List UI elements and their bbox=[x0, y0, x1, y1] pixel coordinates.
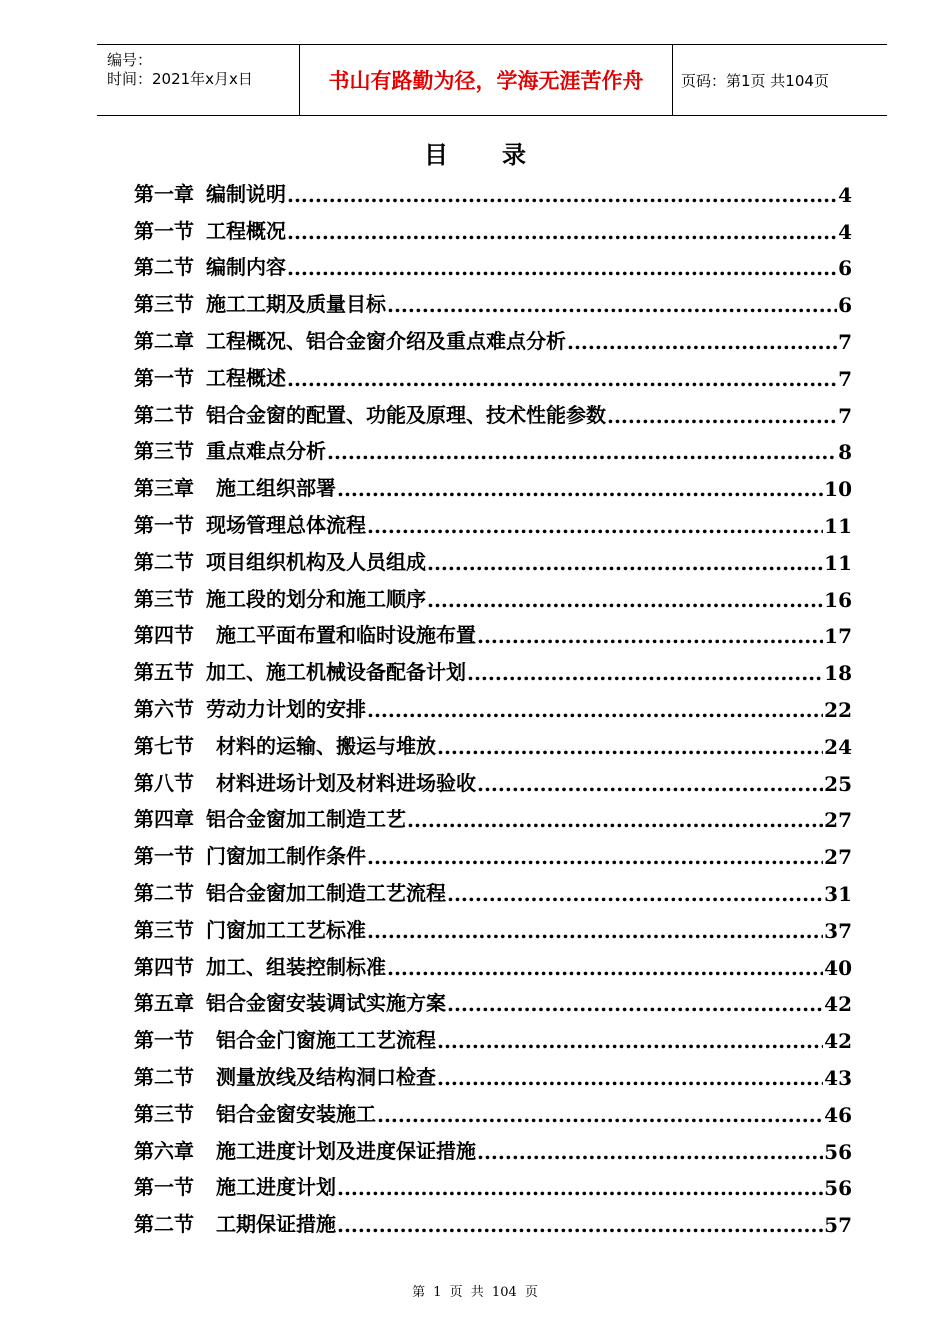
toc-entry-page: 24 bbox=[824, 734, 852, 759]
toc-entry-number: 第五章 bbox=[134, 991, 194, 1016]
toc-entry[interactable] bbox=[134, 207, 852, 244]
toc-entry[interactable] bbox=[134, 906, 852, 943]
toc-entry[interactable] bbox=[134, 170, 852, 207]
toc-leader-dots bbox=[287, 183, 837, 207]
toc-entry-number: 第四节 bbox=[134, 954, 194, 979]
toc-entry[interactable] bbox=[134, 428, 852, 465]
toc-leader-dots bbox=[337, 1176, 823, 1200]
toc-entry[interactable] bbox=[134, 759, 852, 796]
toc-entry[interactable] bbox=[134, 796, 852, 833]
toc-entry[interactable] bbox=[134, 464, 852, 501]
toc-entry-page: 16 bbox=[824, 587, 852, 612]
toc-entry-page: 7 bbox=[838, 366, 852, 391]
toc-leader-dots bbox=[287, 220, 837, 244]
toc-entry-title: 重点难点分析 bbox=[206, 439, 326, 464]
page-title: 目录 bbox=[424, 140, 580, 169]
toc-entry[interactable] bbox=[134, 1016, 852, 1053]
toc-entry[interactable] bbox=[134, 391, 852, 428]
toc-leader-dots bbox=[447, 992, 823, 1016]
toc-entry-title: 铝合金窗加工制造工艺流程 bbox=[206, 880, 446, 905]
toc-leader-dots bbox=[467, 661, 823, 685]
toc-leader-dots bbox=[387, 956, 823, 980]
toc-entry-number: 第二节 bbox=[134, 402, 194, 427]
toc-entry-page: 42 bbox=[824, 992, 852, 1017]
toc-leader-dots bbox=[407, 808, 823, 832]
toc-leader-dots bbox=[607, 404, 837, 428]
toc-entry-page: 6 bbox=[838, 293, 852, 318]
toc-entry-number: 第三节 bbox=[134, 1101, 194, 1126]
toc-entry-page: 42 bbox=[824, 1029, 852, 1054]
toc-entry-page: 56 bbox=[824, 1139, 852, 1164]
toc-entry-number: 第五节 bbox=[134, 660, 194, 685]
toc-entry-page: 43 bbox=[824, 1065, 852, 1090]
toc-leader-dots bbox=[477, 772, 823, 796]
toc-entry-number: 第一节 bbox=[134, 1028, 194, 1053]
toc-entry-page: 6 bbox=[838, 256, 852, 281]
toc-leader-dots bbox=[287, 256, 837, 280]
toc-entry-title: 工程概况、铝合金窗介绍及重点难点分析 bbox=[206, 328, 566, 353]
toc-entry-number: 第六章 bbox=[134, 1138, 194, 1163]
toc-entry-title: 项目组织机构及人员组成 bbox=[206, 549, 426, 574]
toc-entry-title: 工程概述 bbox=[206, 365, 286, 390]
toc-entry-number: 第一节 bbox=[134, 1175, 194, 1200]
toc-entry-number: 第二节 bbox=[134, 880, 194, 905]
toc-entry-number: 第三章 bbox=[134, 476, 194, 501]
toc-entry-number: 第一节 bbox=[134, 512, 194, 537]
toc-entry-title: 编制内容 bbox=[206, 255, 286, 280]
toc-leader-dots bbox=[477, 624, 823, 648]
toc-entry-number: 第八节 bbox=[134, 770, 194, 795]
toc-entry-title: 门窗加工工艺标准 bbox=[206, 917, 366, 942]
toc-entry-number: 第二节 bbox=[134, 1212, 194, 1237]
toc-entry-title: 施工组织部署 bbox=[216, 476, 336, 501]
page-header bbox=[97, 44, 887, 116]
toc-leader-dots bbox=[427, 551, 823, 575]
toc-entry[interactable] bbox=[134, 869, 852, 906]
toc-entry-number: 第二节 bbox=[134, 549, 194, 574]
toc-entry-title: 测量放线及结构洞口检查 bbox=[216, 1064, 436, 1089]
toc-entry-page: 57 bbox=[824, 1213, 852, 1238]
toc-entry-title: 工程概况 bbox=[206, 218, 286, 243]
toc-entry[interactable] bbox=[134, 722, 852, 759]
toc-entry[interactable] bbox=[134, 832, 852, 869]
toc-entry-number: 第二节 bbox=[134, 1064, 194, 1089]
toc-entry[interactable] bbox=[134, 685, 852, 722]
toc-entry-number: 第三节 bbox=[134, 586, 194, 611]
toc-leader-dots bbox=[447, 882, 823, 906]
toc-entry-page: 37 bbox=[824, 918, 852, 943]
toc-entry-title: 材料进场计划及材料进场验收 bbox=[216, 770, 476, 795]
toc-entry-title: 施工进度计划及进度保证措施 bbox=[216, 1138, 476, 1163]
toc-leader-dots bbox=[437, 1029, 823, 1053]
toc-entry-title: 劳动力计划的安排 bbox=[206, 696, 366, 721]
toc-entry-number: 第一节 bbox=[134, 218, 194, 243]
toc-entry[interactable] bbox=[134, 244, 852, 281]
table-of-contents bbox=[134, 170, 852, 1237]
toc-leader-dots bbox=[377, 1103, 823, 1127]
toc-entry-title: 铝合金窗安装调试实施方案 bbox=[206, 991, 446, 1016]
toc-entry-number: 第二节 bbox=[134, 255, 194, 280]
toc-entry-title: 加工、施工机械设备配备计划 bbox=[206, 660, 466, 685]
toc-leader-dots bbox=[567, 330, 837, 354]
toc-entry-title: 现场管理总体流程 bbox=[206, 512, 366, 537]
toc-entry-title: 编制说明 bbox=[206, 181, 286, 206]
time-label: 时间：2021年x月x日 bbox=[107, 70, 253, 88]
toc-entry-title: 施工工期及质量目标 bbox=[206, 292, 386, 317]
toc-entry-number: 第四章 bbox=[134, 807, 194, 832]
toc-entry-title: 加工、组装控制标准 bbox=[206, 954, 386, 979]
toc-entry-title: 铝合金窗加工制造工艺 bbox=[206, 807, 406, 832]
toc-entry-title: 施工平面布置和临时设施布置 bbox=[216, 623, 476, 648]
toc-entry-number: 第一节 bbox=[134, 365, 194, 390]
toc-leader-dots bbox=[477, 1140, 823, 1164]
toc-entry[interactable] bbox=[134, 1164, 852, 1201]
toc-entry[interactable] bbox=[134, 280, 852, 317]
toc-leader-dots bbox=[287, 367, 837, 391]
toc-entry-page: 8 bbox=[838, 440, 852, 465]
toc-entry[interactable] bbox=[134, 354, 852, 391]
toc-entry-title: 铝合金窗安装施工 bbox=[216, 1101, 376, 1126]
toc-entry-number: 第三节 bbox=[134, 439, 194, 464]
toc-leader-dots bbox=[387, 293, 837, 317]
toc-leader-dots bbox=[327, 440, 837, 464]
toc-entry[interactable] bbox=[134, 612, 852, 649]
toc-entry-page: 31 bbox=[824, 881, 852, 906]
toc-entry-number: 第四节 bbox=[134, 623, 194, 648]
toc-entry-page: 11 bbox=[824, 550, 852, 575]
toc-entry-page: 22 bbox=[824, 697, 852, 722]
toc-entry-page: 4 bbox=[838, 219, 852, 244]
page-footer: 第 1 页 共 104 页 bbox=[412, 1285, 538, 1300]
toc-entry-title: 铝合金窗的配置、功能及原理、技术性能参数 bbox=[206, 402, 606, 427]
toc-leader-dots bbox=[367, 698, 823, 722]
toc-entry-number: 第二章 bbox=[134, 328, 194, 353]
toc-entry-page: 18 bbox=[824, 661, 852, 686]
toc-entry-number: 第三节 bbox=[134, 292, 194, 317]
toc-leader-dots bbox=[337, 1213, 823, 1237]
toc-leader-dots bbox=[337, 477, 823, 501]
toc-entry-page: 27 bbox=[824, 808, 852, 833]
toc-leader-dots bbox=[367, 845, 823, 869]
toc-entry-title: 材料的运输、搬运与堆放 bbox=[216, 733, 436, 758]
toc-leader-dots bbox=[437, 735, 823, 759]
toc-entry[interactable] bbox=[134, 317, 852, 354]
code-label: 编号： bbox=[107, 51, 153, 69]
toc-entry-page: 7 bbox=[838, 329, 852, 354]
toc-entry[interactable] bbox=[134, 943, 852, 980]
header-page-info: 页码：第1页 共104页 bbox=[681, 71, 829, 90]
toc-entry-page: 10 bbox=[824, 477, 852, 502]
toc-entry-page: 11 bbox=[824, 513, 852, 538]
toc-entry-page: 17 bbox=[824, 624, 852, 649]
toc-entry-page: 4 bbox=[838, 182, 852, 207]
toc-entry-page: 40 bbox=[824, 955, 852, 980]
toc-entry[interactable] bbox=[134, 980, 852, 1017]
toc-entry[interactable] bbox=[134, 1127, 852, 1164]
toc-entry[interactable] bbox=[134, 1090, 852, 1127]
toc-entry-title: 铝合金门窗施工工艺流程 bbox=[216, 1028, 436, 1053]
toc-entry-title: 门窗加工制作条件 bbox=[206, 844, 366, 869]
toc-entry-title: 施工进度计划 bbox=[216, 1175, 336, 1200]
toc-entry-number: 第六节 bbox=[134, 696, 194, 721]
toc-entry-title: 工期保证措施 bbox=[216, 1212, 336, 1237]
toc-leader-dots bbox=[367, 919, 823, 943]
toc-entry-page: 7 bbox=[838, 403, 852, 428]
toc-entry[interactable] bbox=[134, 1200, 852, 1237]
toc-entry-number: 第一章 bbox=[134, 181, 194, 206]
toc-entry-number: 第一节 bbox=[134, 844, 194, 869]
toc-entry[interactable] bbox=[134, 648, 852, 685]
toc-entry[interactable] bbox=[134, 501, 852, 538]
header-motto: 书山有路勤为径，学海无涯苦作舟 bbox=[299, 45, 673, 115]
toc-entry-page: 46 bbox=[824, 1102, 852, 1127]
toc-entry[interactable] bbox=[134, 575, 852, 612]
header-meta bbox=[97, 45, 299, 115]
toc-entry-page: 56 bbox=[824, 1176, 852, 1201]
toc-entry-number: 第三节 bbox=[134, 917, 194, 942]
toc-entry-title: 施工段的划分和施工顺序 bbox=[206, 586, 426, 611]
toc-entry-page: 27 bbox=[824, 845, 852, 870]
toc-leader-dots bbox=[437, 1066, 823, 1090]
toc-entry-page: 25 bbox=[824, 771, 852, 796]
toc-entry-number: 第七节 bbox=[134, 733, 194, 758]
toc-leader-dots bbox=[427, 588, 823, 612]
toc-leader-dots bbox=[367, 514, 823, 538]
toc-entry[interactable] bbox=[134, 1053, 852, 1090]
toc-entry[interactable] bbox=[134, 538, 852, 575]
